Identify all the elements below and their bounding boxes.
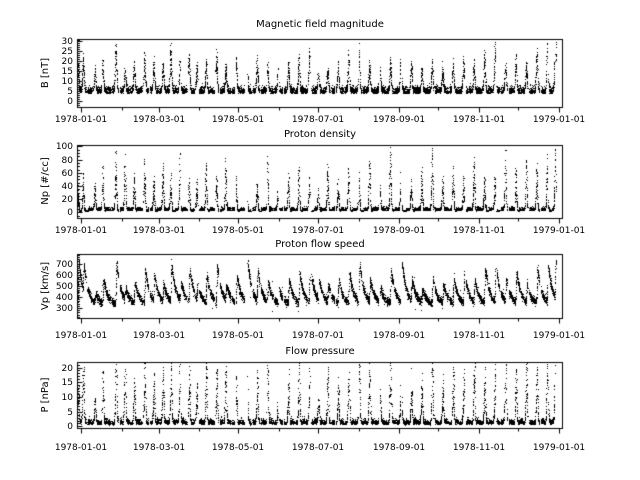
- panel-title-proton-flow-speed: Proton flow speed: [275, 239, 365, 250]
- panel-title-magnetic-field: Magnetic field magnitude: [256, 19, 384, 30]
- x-tick-label: 1978-05-01: [211, 226, 265, 236]
- x-tick-label: 1978-03-01: [132, 331, 186, 341]
- x-tick-label: 1978-05-01: [211, 115, 265, 125]
- x-tick-label: 1978-07-01: [291, 115, 345, 125]
- y-tick-label: 80: [61, 156, 73, 166]
- y-tick-label: 15: [61, 67, 73, 77]
- x-tick-label: 1978-09-01: [372, 443, 426, 453]
- x-tick-label: 1978-05-01: [211, 443, 265, 453]
- x-tick-label: 1978-11-01: [452, 331, 506, 341]
- y-tick-label: 100: [55, 142, 73, 152]
- y-tick-label: 0: [67, 97, 73, 107]
- y-tick-label: 5: [67, 408, 73, 418]
- x-tick-label: 1978-01-01: [54, 115, 108, 125]
- y-tick-label: 700: [55, 260, 73, 270]
- y-axis-label-b: B [nT]: [40, 57, 51, 89]
- panel-title-flow-pressure: Flow pressure: [285, 346, 355, 357]
- x-tick-label: 1978-01-01: [54, 226, 108, 236]
- x-tick-label: 1978-07-01: [291, 226, 345, 236]
- y-tick-label: 25: [61, 47, 73, 57]
- x-tick-label: 1978-01-01: [54, 443, 108, 453]
- y-tick-label: 300: [55, 304, 73, 314]
- y-tick-label: 500: [55, 282, 73, 292]
- y-tick-label: 20: [61, 195, 73, 205]
- y-tick-label: 10: [61, 77, 73, 87]
- x-tick-label: 1978-01-01: [54, 331, 108, 341]
- x-tick-label: 1978-09-01: [372, 226, 426, 236]
- y-tick-label: 10: [61, 393, 73, 403]
- x-tick-label: 1978-03-01: [132, 226, 186, 236]
- y-tick-label: 0: [67, 422, 73, 432]
- y-tick-label: 600: [55, 271, 73, 281]
- x-tick-label: 1978-07-01: [291, 331, 345, 341]
- x-tick-label: 1978-11-01: [452, 443, 506, 453]
- x-tick-label: 1978-05-01: [211, 331, 265, 341]
- y-tick-label: 0: [67, 208, 73, 218]
- y-tick-label: 15: [61, 378, 73, 388]
- x-tick-label: 1978-03-01: [132, 443, 186, 453]
- y-axis-label-vp: Vp [km/s]: [40, 261, 51, 311]
- x-tick-label: 1978-09-01: [372, 331, 426, 341]
- y-axis-label-p: P [nPa]: [40, 377, 51, 413]
- x-tick-label: 1978-07-01: [291, 443, 345, 453]
- y-tick-label: 400: [55, 293, 73, 303]
- y-tick-label: 30: [61, 37, 73, 47]
- y-tick-label: 40: [61, 182, 73, 192]
- x-tick-label: 1979-01-01: [532, 115, 586, 125]
- y-tick-label: 60: [61, 169, 73, 179]
- x-tick-label: 1978-03-01: [132, 115, 186, 125]
- x-tick-label: 1978-11-01: [452, 115, 506, 125]
- y-tick-label: 20: [61, 57, 73, 67]
- panel-title-proton-density: Proton density: [283, 129, 357, 140]
- x-tick-label: 1979-01-01: [532, 443, 586, 453]
- x-tick-label: 1978-09-01: [372, 115, 426, 125]
- x-tick-label: 1979-01-01: [532, 331, 586, 341]
- x-tick-label: 1979-01-01: [532, 226, 586, 236]
- y-tick-label: 20: [61, 364, 73, 374]
- y-tick-label: 5: [67, 87, 73, 97]
- y-axis-label-np: Np [#/cc]: [40, 157, 51, 205]
- x-tick-label: 1978-11-01: [452, 226, 506, 236]
